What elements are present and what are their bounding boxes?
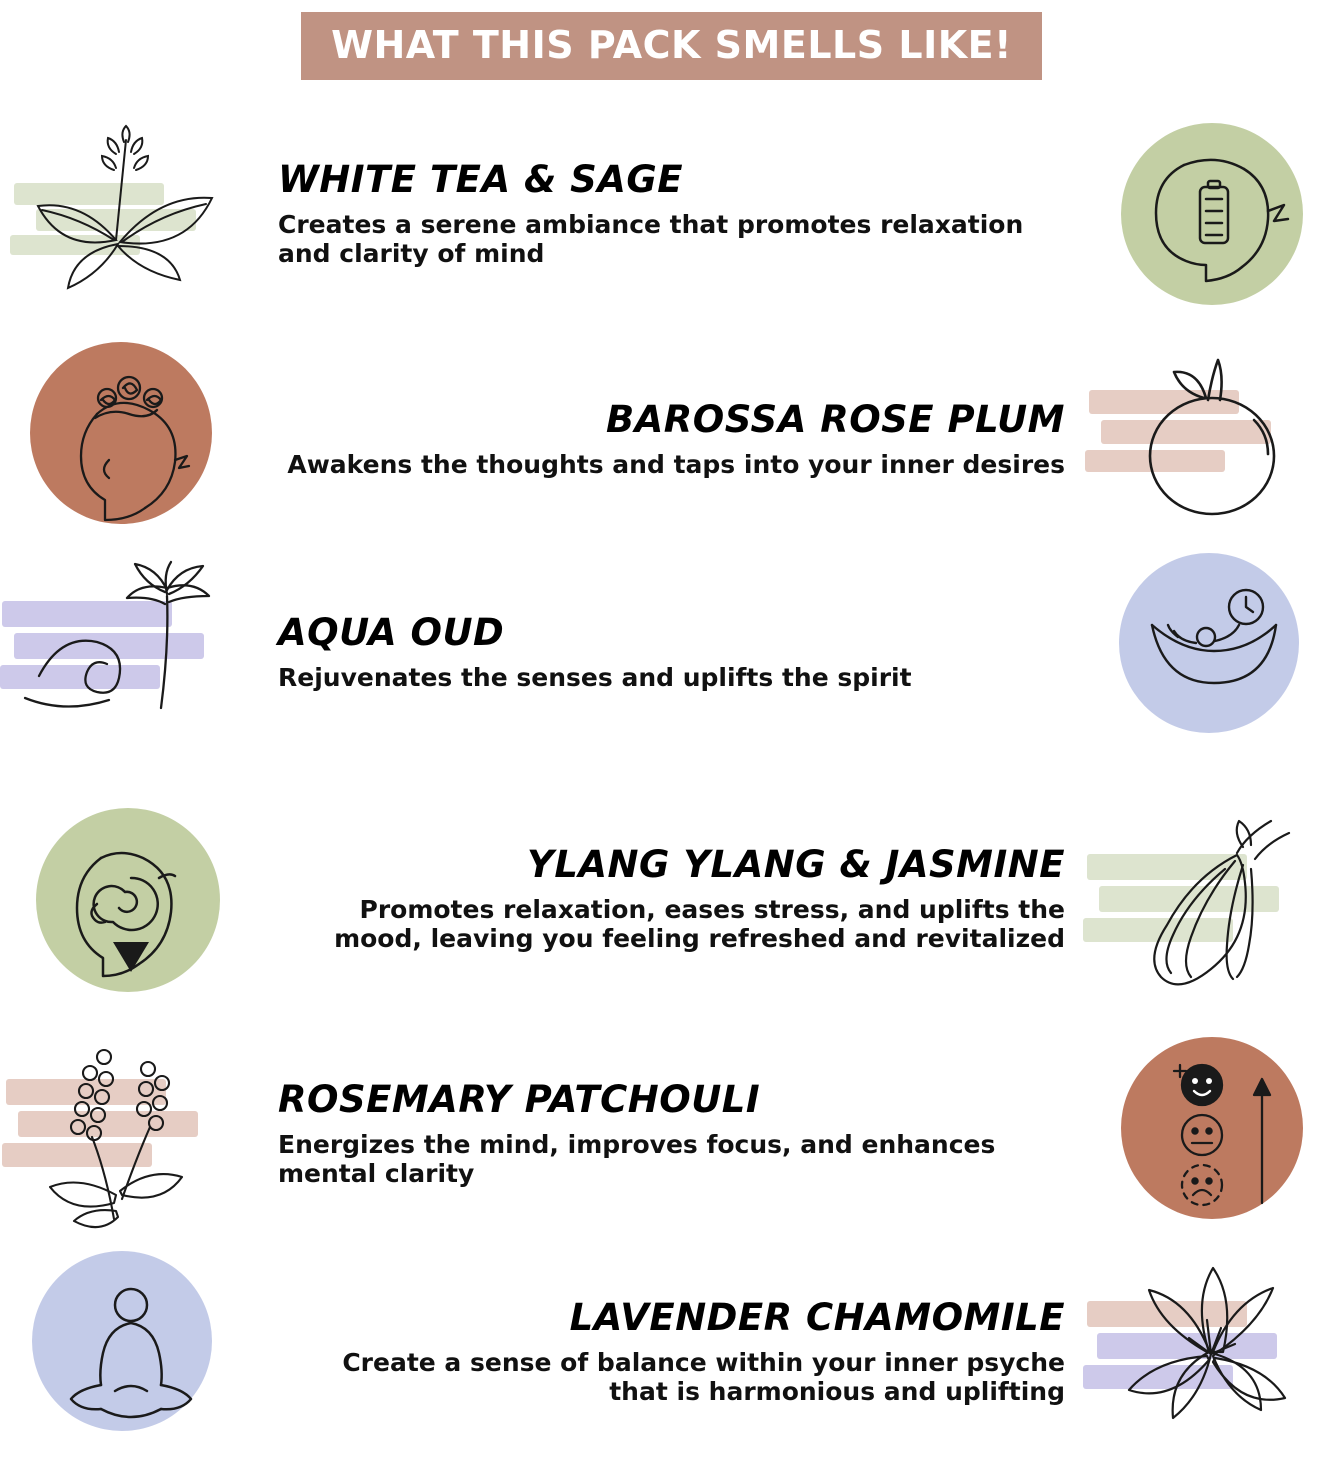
item-row-lavender-chamomile xyxy=(0,1255,1343,1451)
item-row-ylang-ylang-jasmine xyxy=(0,790,1343,1010)
head-battery-icon xyxy=(1118,125,1308,305)
item-title: ROSEMARY PATCHOULI xyxy=(278,1078,761,1122)
palm-wave-icon xyxy=(15,558,245,748)
item-description: Create a sense of balance within your inner psyche that is harmonious and uplifting xyxy=(342,1347,1065,1407)
item-title: BAROSSA ROSE PLUM xyxy=(605,397,1065,441)
art-right-3 xyxy=(1083,543,1343,763)
art-right-6 xyxy=(1083,1243,1343,1463)
text-col-6 xyxy=(260,1296,1083,1407)
header xyxy=(0,12,1343,80)
ylang-flower-icon xyxy=(1103,803,1323,998)
item-row-barossa-rose-plum xyxy=(0,335,1343,545)
item-description: Promotes relaxation, eases stress, and uplifts the mood, leaving you feeling refreshed and revitalized xyxy=(334,894,1065,954)
text-col-5 xyxy=(260,1078,1083,1189)
item-description: Creates a serene ambiance that promotes relaxation and clarity of mind xyxy=(278,209,1024,269)
meditation-pose-icon xyxy=(35,1263,225,1443)
head-swirl-thoughts-icon xyxy=(35,350,225,530)
art-right-1 xyxy=(1083,105,1343,325)
art-right-2 xyxy=(1083,330,1343,550)
plum-fruit-icon xyxy=(1108,348,1318,533)
item-row-rosemary-patchouli xyxy=(0,1030,1343,1240)
art-left-2 xyxy=(0,330,260,550)
item-title: YLANG YLANG & JASMINE xyxy=(527,843,1065,887)
art-right-5 xyxy=(1083,1025,1343,1245)
item-description: Rejuvenates the senses and uplifts the spirit xyxy=(278,662,912,692)
item-row-aqua-oud xyxy=(0,553,1343,753)
text-col-2 xyxy=(260,397,1083,479)
item-description: Awakens the thoughts and taps into your inner desires xyxy=(287,449,1065,479)
item-title: WHITE TEA & SAGE xyxy=(278,158,684,202)
mood-scale-icon xyxy=(1118,1043,1308,1228)
art-left-3 xyxy=(0,543,260,763)
art-left-6 xyxy=(0,1243,260,1463)
art-left-1 xyxy=(0,105,260,325)
item-description: Energizes the mind, improves focus, and enhances mental clarity xyxy=(278,1129,996,1189)
item-title: LAVENDER CHAMOMILE xyxy=(569,1296,1065,1340)
art-left-4 xyxy=(0,790,260,1010)
text-col-1 xyxy=(260,158,1083,269)
text-col-4 xyxy=(260,843,1083,954)
page-title: WHAT THIS PACK SMELLS LIKE! xyxy=(301,12,1042,80)
lavender-sprig-icon xyxy=(20,1035,240,1235)
art-right-4 xyxy=(1083,790,1343,1010)
item-title: AQUA OUD xyxy=(278,610,505,654)
hammock-relax-icon xyxy=(1118,563,1308,743)
text-col-3 xyxy=(260,610,1083,692)
head-spiral-calm-icon xyxy=(35,808,225,993)
art-left-5 xyxy=(0,1025,260,1245)
lily-flower-icon xyxy=(1103,1256,1323,1451)
item-row-white-tea-sage xyxy=(0,105,1343,325)
sage-sprig-icon xyxy=(20,120,240,310)
